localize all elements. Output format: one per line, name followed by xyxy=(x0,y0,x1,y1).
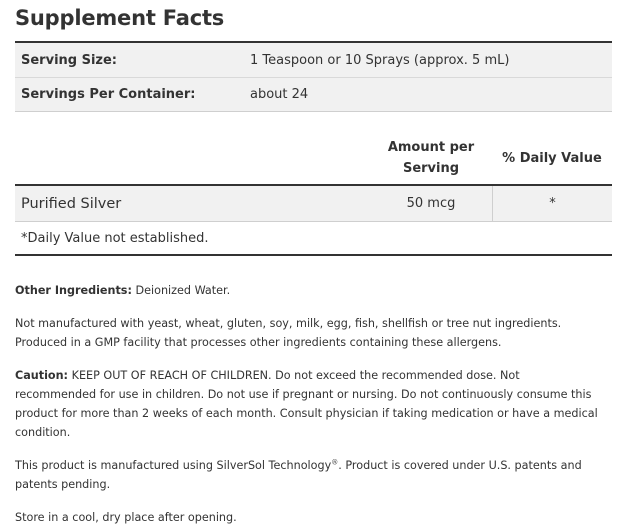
product-notes xyxy=(15,281,600,529)
nutrient-row xyxy=(15,186,612,222)
nutrient-name: Purified Silver xyxy=(21,195,122,212)
other-ingredients-label: Other Ingredients: xyxy=(15,284,132,297)
caution-text: KEEP OUT OF REACH OF CHILDREN. Do not exceed the recommended dose. Not recommended for use in children. Do not use if pregnant or nursing. Do not continuously consume this product for more than 2 weeks of each month. Consult physician if taking medication or have a medical condition. xyxy=(15,369,598,439)
technology-text-after: . Product is covered under U.S. patents and patents pending. xyxy=(15,459,582,491)
servings-per-container-label: Servings Per Container: xyxy=(21,87,196,102)
header-amount-line1: Amount per xyxy=(387,140,475,155)
storage-statement: Store in a cool, dry place after opening. xyxy=(15,511,237,524)
header-amount-line2: Serving xyxy=(402,161,460,176)
daily-value-footnote: *Daily Value not established. xyxy=(15,222,612,256)
nutrient-table xyxy=(15,132,612,256)
page-title: Supplement Facts xyxy=(15,6,225,30)
servings-per-container-row xyxy=(15,77,612,111)
technology-statement xyxy=(15,456,600,494)
nutrient-daily-value: * xyxy=(492,186,612,221)
header-amount-per-serving xyxy=(382,137,480,179)
serving-size-label: Serving Size: xyxy=(21,52,118,68)
serving-info-table xyxy=(15,41,612,112)
header-daily-value: % Daily Value xyxy=(502,150,602,166)
other-ingredients-text: Deionized Water. xyxy=(135,284,231,297)
nutrient-table-header xyxy=(15,132,612,186)
registered-mark: ® xyxy=(331,458,339,467)
other-ingredients xyxy=(15,281,600,300)
caution-label: Caution: xyxy=(15,369,69,382)
servings-per-container-value: about 24 xyxy=(250,87,309,102)
allergen-statement: Not manufactured with yeast, wheat, gluten, soy, milk, egg, fish, shellfish or tree nut ingredients. Produced in a GMP facility that processes other ingredients containing these allergens. xyxy=(15,317,562,349)
serving-size-value: 1 Teaspoon or 10 Sprays (approx. 5 mL) xyxy=(250,52,510,68)
serving-size-row xyxy=(15,43,612,77)
caution-statement xyxy=(15,366,600,442)
technology-text-before: This product is manufactured using SilverSol Technology xyxy=(15,459,332,472)
nutrient-amount: 50 mcg xyxy=(406,196,456,211)
